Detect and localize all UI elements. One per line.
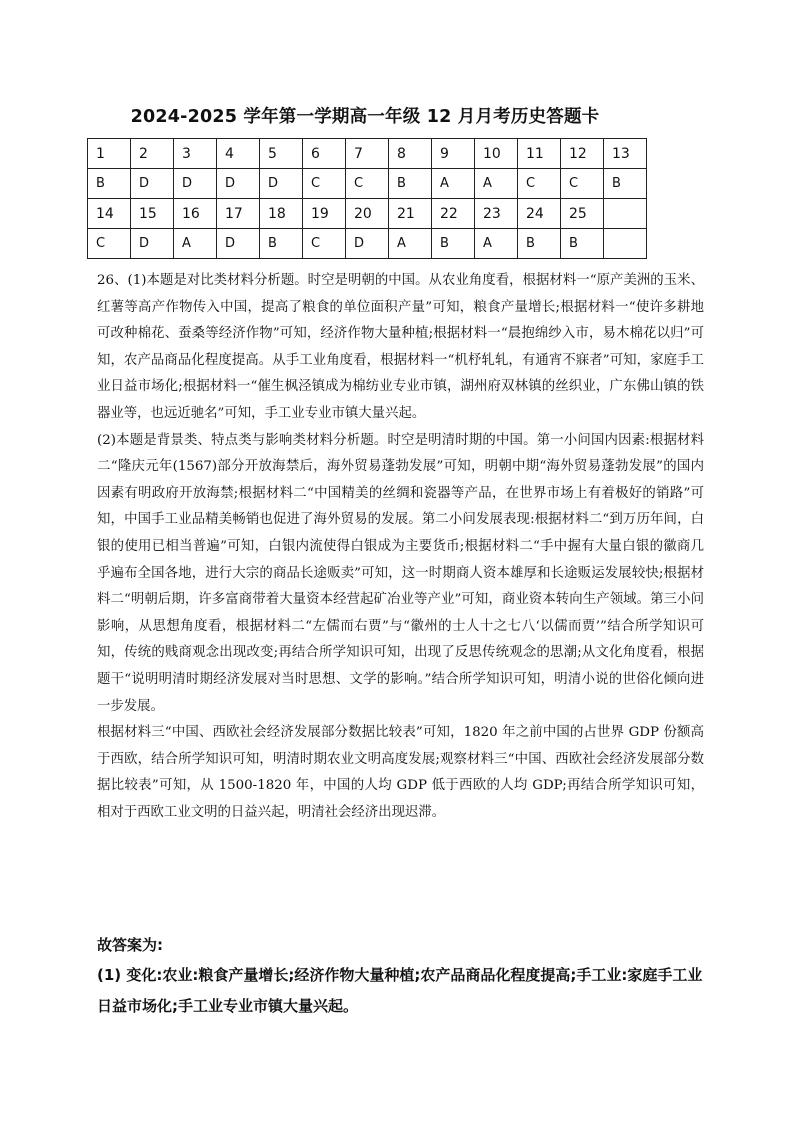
explanation-body	[97, 268, 704, 826]
answer-letter-cell: B	[260, 229, 303, 259]
answer-letter-cell: D	[131, 229, 174, 259]
explanation-paragraph-2: (2)本题是背景类、特点类与影响类材料分析题。时空是明清时期的中国。第一小问国内因素:根据材料二“隆庆元年(1567)部分开放海禁后，海外贸易蓬勃发展”可知，明朝中期“海外贸易蓬勃发展”的国内因素有明政府开放海禁;根据材料二“中国精美的丝绸和瓷器等产品，在世界市场上有着极好的销路”可知，中国手工业品精美畅销也促进了海外贸易的发展。第二小问发展表现:根据材料二“到万历年间，白银的使用已相当普遍”可知，白银内流使得白银成为主要货币;根据材料二“手中握有大量白银的徽商几乎遍布全国各地，进行大宗的商品长途贩卖”可知，这一时期商人资本雄厚和长途贩运发展较快;根据材料二“明朝后期，许多富商带着大量资本经营起矿冶业等产业”可知，商业资本转向生产领域。第三小问影响，从思想角度看，根据材料二“左儒而右贾”与“徽州的士人十之七八‘以儒而贾’”结合所学知识可知，传统的贱商观念出现改变;再结合所学知识可知，出现了反思传统观念的思潮;从文化角度看，根据题干“说明明清时期经济发展对当时思想、文学的影响。”结合所学知识可知，明清小说的世俗化倾向进一步发展。	[97, 432, 704, 714]
question-number-cell: 2	[131, 139, 174, 169]
question-number-cell: 20	[346, 199, 389, 229]
answer-letter-cell: C	[303, 229, 346, 259]
question-number-cell: 8	[389, 139, 432, 169]
answer-letter-cell: B	[432, 229, 475, 259]
table-row	[88, 229, 647, 259]
answer-letter-cell: A	[475, 229, 518, 259]
question-number-cell: 21	[389, 199, 432, 229]
answer-letter-cell: A	[432, 169, 475, 199]
explanation-paragraph-3: 根据材料三“中国、西欧社会经济发展部分数据比较表”可知，1820 年之前中国的占世界 GDP 份额高于西欧，结合所学知识可知，明清时期农业文明高度发展;观察材料三“中国、西欧社会经济发展部分数据比较表”可知，从 1500-1820 年，中国的人均 GDP 低于西欧的人均 GDP;再结合所学知识可知，相对于西欧工业文明的日益兴起，明清社会经济出现迟滞。	[97, 725, 704, 820]
answer-letter-cell: C	[88, 229, 131, 259]
answer-letter-cell: A	[389, 229, 432, 259]
table-row	[88, 169, 647, 199]
answer-letter-cell: D	[346, 229, 389, 259]
answer-letter-cell: D	[174, 169, 217, 199]
question-number-cell: 3	[174, 139, 217, 169]
question-number-cell: 25	[561, 199, 604, 229]
answer-letter-cell: D	[131, 169, 174, 199]
question-number-cell: 1	[88, 139, 131, 169]
question-number-cell: 11	[518, 139, 561, 169]
question-number-cell: 6	[303, 139, 346, 169]
question-number-cell: 15	[131, 199, 174, 229]
answer-letter-cell: B	[518, 229, 561, 259]
answer-letter-cell: B	[604, 169, 647, 199]
answer-letter-cell: A	[174, 229, 217, 259]
answer-letter-cell: C	[346, 169, 389, 199]
question-number-cell: 9	[432, 139, 475, 169]
answer-letter-cell: B	[561, 229, 604, 259]
question-number-cell: 16	[174, 199, 217, 229]
answer-letter-cell	[604, 229, 647, 259]
answer-table	[87, 138, 647, 259]
question-number-cell: 17	[217, 199, 260, 229]
answer-letter-cell: B	[389, 169, 432, 199]
question-number-cell: 7	[346, 139, 389, 169]
final-answer	[97, 930, 717, 1022]
answer-letter-cell: D	[217, 169, 260, 199]
explanation-paragraph-1: 26、(1)本题是对比类材料分析题。时空是明朝的中国。从农业角度看，根据材料一“原产美洲的玉米、红薯等高产作物传入中国，提高了粮食的单位面积产量”可知，粮食产量增长;根据材料一“使许多耕地可改种棉花、蚕桑等经济作物”可知，经济作物大量种植;根据材料一“晨抱绵纱入市，易木棉花以归”可知，农产品商品化程度提高。从手工业角度看，根据材料一“机杼轧轧，有通宵不寐者”可知，家庭手工业日益市场化;根据材料一“催生枫泾镇成为棉纺业专业市镇，湖州府双林镇的丝织业，广东佛山镇的铁器业等，也远近驰名”可知，手工业专业市镇大量兴起。	[97, 273, 704, 421]
answer-letter-cell: C	[303, 169, 346, 199]
answer-letter-cell: C	[561, 169, 604, 199]
question-number-cell: 24	[518, 199, 561, 229]
table-row	[88, 139, 647, 169]
question-number-cell: 14	[88, 199, 131, 229]
question-number-cell: 22	[432, 199, 475, 229]
question-number-cell: 5	[260, 139, 303, 169]
final-answer-heading: 故答案为:	[97, 936, 163, 954]
question-number-cell: 18	[260, 199, 303, 229]
answer-letter-cell: A	[475, 169, 518, 199]
answer-letter-cell: D	[217, 229, 260, 259]
question-number-cell: 19	[303, 199, 346, 229]
question-number-cell: 10	[475, 139, 518, 169]
answer-letter-cell: C	[518, 169, 561, 199]
question-number-cell: 23	[475, 199, 518, 229]
question-number-cell: 12	[561, 139, 604, 169]
answer-letter-cell: B	[88, 169, 131, 199]
page-title: 2024-2025 学年第一学期高一年级 12 月月考历史答题卡	[130, 107, 600, 127]
table-row	[88, 199, 647, 229]
question-number-cell: 13	[604, 139, 647, 169]
question-number-cell	[604, 199, 647, 229]
answer-letter-cell: D	[260, 169, 303, 199]
question-number-cell: 4	[217, 139, 260, 169]
final-answer-line-1: (1) 变化:农业:粮食产量增长;经济作物大量种植;农产品商品化程度提高;手工业:家庭手工业日益市场化;手工业专业市镇大量兴起。	[97, 966, 703, 1015]
